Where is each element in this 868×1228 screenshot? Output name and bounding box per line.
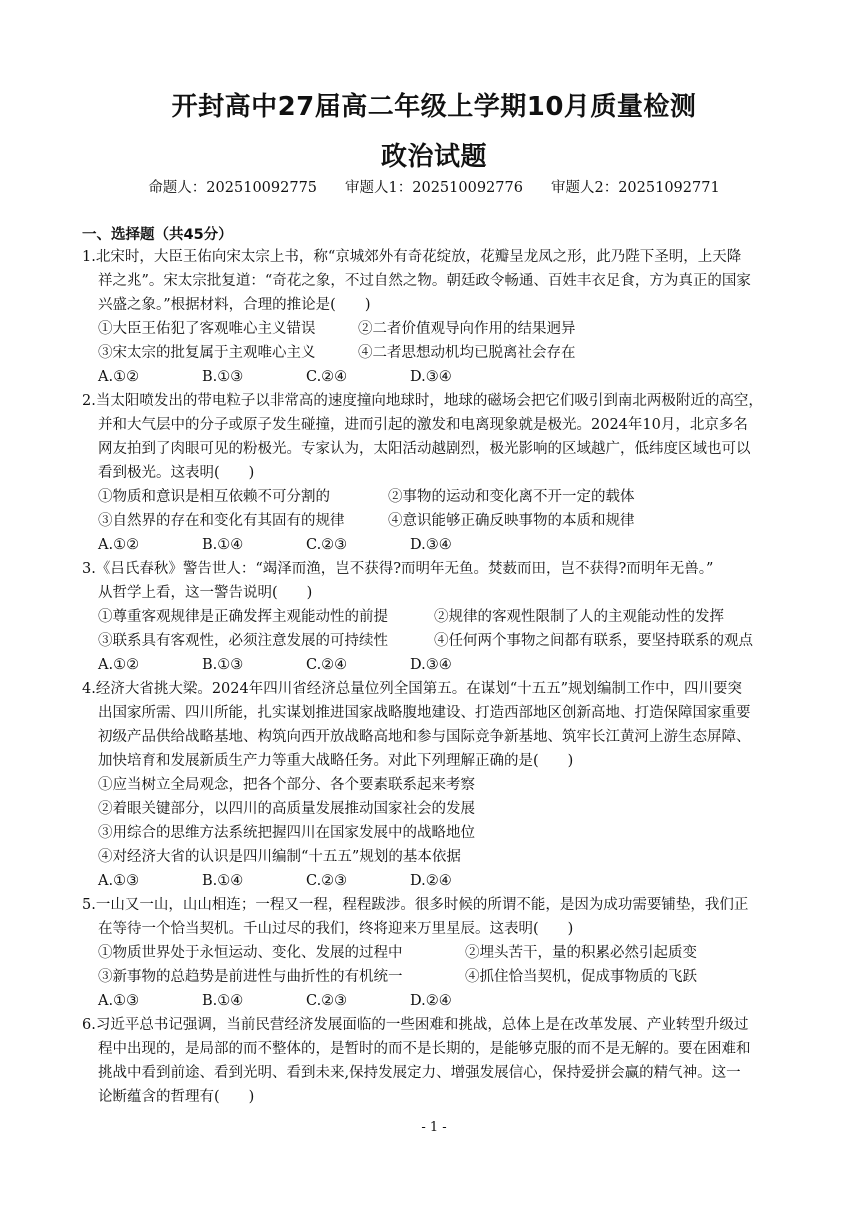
option: B.①③ <box>202 657 244 673</box>
q4-text-line: 加快培育和发展新质生产力等重大战略任务。对此下列理解正确的是( ) <box>98 753 574 769</box>
q4-statement: ②着眼关键部分，以四川的高质量发展推动国家社会的发展 <box>98 801 475 817</box>
q6-text-line: 程中出现的，是局部的而不整体的，是暂时的而不是长期的，是能够克服的而不是无解的。要在困难和 <box>98 1041 751 1057</box>
q4-statement: ③用综合的思维方法系统把握四川在国家发展中的战略地位 <box>98 825 475 841</box>
q2-text-line: 2.当太阳喷发出的带电粒子以非常高的速度撞向地球时，地球的磁场会把它们吸引到南北两极附近的高空， <box>82 393 763 409</box>
q3-statement: ②规律的客观性限制了人的主观能动性的发挥 <box>434 609 724 625</box>
q2-text-line: 网友拍到了肉眼可见的粉极光。专家认为，太阳活动越剧烈，极光影响的区域越广，低纬度区域也可以 <box>98 441 751 457</box>
option: A.①③ <box>98 993 140 1009</box>
section-heading: 一、选择题（共45分） <box>82 227 233 243</box>
author-line <box>0 176 868 197</box>
q2-statement: ②事物的运动和变化离不开一定的载体 <box>388 489 635 505</box>
q2-text-line: 并和大气层中的分子或原子发生碰撞，进而引起的激发和电离现象就是极光。2024年10月，北京多名 <box>98 417 748 433</box>
reviewer-2: 审题人2：20251092771 <box>550 180 720 196</box>
option: C.②③ <box>306 537 348 553</box>
q3-options <box>98 654 514 676</box>
q2-text-line: 看到极光。这表明( ) <box>98 465 255 481</box>
option: A.①② <box>98 369 140 385</box>
q3-statement: ③联系具有客观性，必须注意发展的可持续性 <box>98 633 388 649</box>
q5-statement: ④抓住恰当契机，促成事物质的飞跃 <box>465 969 697 985</box>
q4-statement: ④对经济大省的认识是四川编制“十五五”规划的基本依据 <box>98 849 461 865</box>
q1-statement: ①大臣王佑犯了客观唯心主义错误 <box>98 321 316 337</box>
q4-text-line: 4.经济大省挑大梁。2024年四川省经济总量位列全国第五。在谋划“十五五”规划编制工作中，四川要突 <box>82 681 743 697</box>
q2-statement: ③自然界的存在和变化有其固有的规律 <box>98 513 345 529</box>
option: D.③④ <box>410 537 452 553</box>
q5-text-line: 在等待一个恰当契机。千山过尽的我们，终将迎来万里星辰。这表明( ) <box>98 921 574 937</box>
q1-text-line: 兴盛之象。”根据材料，合理的推论是( ) <box>98 297 371 313</box>
q4-text-line: 出国家所需、四川所能，扎实谋划推进国家战略腹地建设、打造西部地区创新高地、打造保障国家重要 <box>98 705 751 721</box>
exam-subtitle: 政治试题 <box>380 142 487 172</box>
q4-text-line: 初级产品供给战略基地、构筑向西开放战略高地和参与国际竞争新基地、筑牢长江黄河上游生态屏障、 <box>98 729 751 745</box>
q1-statement: ②二者价值观导向作用的结果迥异 <box>358 321 576 337</box>
q6-text-line: 论断蕴含的哲理有( ) <box>98 1089 255 1105</box>
option: B.①④ <box>202 537 244 553</box>
page-number: - 1 - <box>421 1120 447 1135</box>
q5-statement: ①物质世界处于永恒运动、变化、发展的过程中 <box>98 945 403 961</box>
option: D.②④ <box>410 993 452 1009</box>
q2-statement: ④意识能够正确反映事物的本质和规律 <box>388 513 635 529</box>
option: D.②④ <box>410 873 452 889</box>
q5-options <box>98 990 514 1012</box>
q6-text-line: 6.习近平总书记强调，当前民营经济发展面临的一些困难和挑战，总体上是在改革发展、产业转型升级过 <box>82 1017 749 1033</box>
option: C.②④ <box>306 369 348 385</box>
option: C.②③ <box>306 873 348 889</box>
q3-text-line: 3.《吕氏春秋》警告世人：“竭泽而渔，岂不获得?而明年无鱼。焚薮而田，岂不获得?而明年无兽。” <box>82 561 714 577</box>
q4-statement: ①应当树立全局观念，把各个部分、各个要素联系起来考察 <box>98 777 475 793</box>
q1-text-line: 祥之兆”。宋太宗批复道：“奇花之象，不过自然之物。朝廷政令畅通、百姓丰衣足食，方为真正的国家 <box>98 273 751 289</box>
q6-text-line: 挑战中看到前途、看到光明、看到未来,保持发展定力、增强发展信心，保持爱拼会赢的精气神。这一 <box>98 1065 741 1081</box>
q5-statement: ③新事物的总趋势是前进性与曲折性的有机统一 <box>98 969 403 985</box>
q1-statement: ③宋太宗的批复属于主观唯心主义 <box>98 345 316 361</box>
option: A.①② <box>98 657 140 673</box>
option: D.③④ <box>410 657 452 673</box>
q3-statement: ①尊重客观规律是正确发挥主观能动性的前提 <box>98 609 388 625</box>
option: B.①④ <box>202 873 244 889</box>
setter: 命题人：202510092775 <box>148 180 318 196</box>
option: A.①② <box>98 537 140 553</box>
option: C.②③ <box>306 993 348 1009</box>
q4-options <box>98 870 514 892</box>
option: B.①④ <box>202 993 244 1009</box>
q5-statement: ②埋头苦干，量的积累必然引起质变 <box>465 945 697 961</box>
q5-text-line: 5.一山又一山，山山相连；一程又一程，程程跋涉。很多时候的所谓不能，是因为成功需要铺垫，我们正 <box>82 897 749 913</box>
q2-statement: ①物质和意识是相互依赖不可分割的 <box>98 489 330 505</box>
option: A.①③ <box>98 873 140 889</box>
option: B.①③ <box>202 369 244 385</box>
option: C.②④ <box>306 657 348 673</box>
q1-options <box>98 366 514 388</box>
q3-statement: ④任何两个事物之间都有联系，要坚持联系的观点 <box>434 633 753 649</box>
option: D.③④ <box>410 369 452 385</box>
q3-text-line: 从哲学上看，这一警告说明( ) <box>98 585 313 601</box>
q1-statement: ④二者思想动机均已脱离社会存在 <box>358 345 576 361</box>
q1-text-line: 1.北宋时，大臣王佑向宋太宗上书，称“京城郊外有奇花绽放，花瓣呈龙凤之形，此乃陛下圣明，上天降 <box>82 249 742 265</box>
exam-title: 开封高中27届高二年级上学期10月质量检测 <box>171 92 697 122</box>
q2-options <box>98 534 514 556</box>
reviewer-1: 审题人1：202510092776 <box>345 180 523 196</box>
